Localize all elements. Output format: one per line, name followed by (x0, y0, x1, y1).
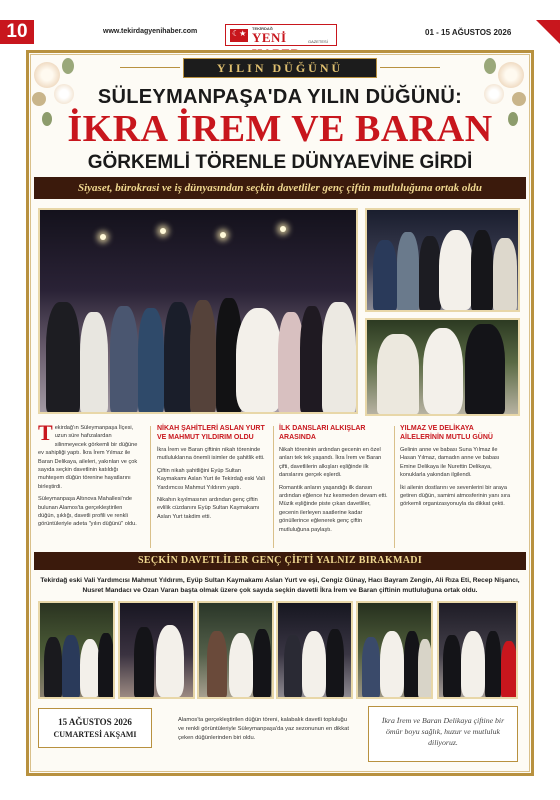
column-divider (394, 426, 395, 548)
masthead-city: TEKİRDAĞ (252, 26, 273, 31)
turkish-flag-icon (230, 29, 248, 42)
event-day: CUMARTESİ AKŞAMI (53, 730, 137, 739)
headline-couple-names: İKRA İREM VE BARAN (67, 108, 493, 150)
guest-photo-1 (38, 601, 115, 699)
guests-section-title: SEÇKİN DAVETLİLER GENÇ ÇİFTİ YALNIZ BIRAKMADI (137, 555, 423, 566)
column-divider (150, 426, 151, 548)
article-column-2: NİKAH ŞAHİTLERİ ASLAN YURT VE MAHMUT YILDIRIM OLDU İkra İrem ve Baran çiftinin nikah töreninde mutluluklarına önemli isimler de şahitlik etti. Çiftin nikah şahitliğini Eyüp Sultan Kaymakamı Aslan Yurt ile Tekirdağ eski Vali Yardımcısı Mahmut Yıldırım yaptı. Nikahın kıyılmasının ardından genç çiftin evlilik cüzdanını Eyüp Sultan Kaymakamı Aslan Yurt takdim etti. (157, 424, 269, 525)
subheadline: Siyaset, bürokrasi ve iş dünyasından seçkin davetliler genç çiftin mutluluğuna ortak oldu (78, 182, 482, 194)
guests-section-bar (34, 552, 526, 570)
page-header (0, 0, 560, 46)
guest-photo-5 (356, 601, 433, 699)
website-url[interactable]: www.tekirdagyenihaber.com (103, 28, 198, 35)
column-heading: YILMAZ VE DELİKAYA AİLELERİNİN MUTLU GÜNÜ (400, 425, 493, 441)
event-date: 15 AĞUSTOS 2026 (58, 717, 132, 727)
article-column-1: Tekirdağ'ın Süleymanpaşa İlçesi, uzun süre hafızalardan silinmeyecek görkemli bir düğüne ev sahipliği yaptı. İkra İrem Yılmaz ile Baran Delikaya, aileleri, yakınları ve çok sayıda seçkin davetlinin katıldığı muhteşem düğün törenine hayatlarını birleştirdi. Süleymanpaşa Altınova Mahallesi'nde bulunan Alamos'ta gerçekleştirilen düğün, şıklığı, davetli profili ve renkli görüntüleriyle adeta "yılın düğünü" oldu. (38, 420, 138, 528)
closing-text: Alamos'ta gerçekleştirilen düğün töreni, kalabalık davetli topluluğu ve renkli görüntüleriyle Süleymanpaşa'da yaz sezonunun en dikkat çeken düğünlerinden biri oldu. (178, 717, 349, 741)
couple-photo-top (365, 208, 520, 312)
event-date-box (38, 708, 152, 748)
drop-cap: T (38, 420, 53, 445)
guest-photo-4 (276, 601, 353, 699)
masthead-subtitle: GAZETESİ (308, 39, 328, 44)
column-heading: NİKAH ŞAHİTLERİ ASLAN YURT VE MAHMUT YILDIRIM OLDU (157, 425, 265, 441)
subheadline-bar (34, 177, 526, 199)
column-heading: İLK DANSLARI ALKIŞLAR ARASINDA (279, 425, 366, 441)
guest-photo-3 (197, 601, 274, 699)
guests-lead-text: Tekirdağ eski Vali Yardımcısı Mahmut Yıldırım, Eyüp Sultan Kaymakamı Aslan Yurt ve eşi, Cengiz Günay, Hacı Bayram Zengin, Ali Rıza Eti, Recep Nişancı, Nusret Mandacı ve Ozan Varan başta olmak üzere çok sayıda seçkin davetli İkra İrem ve Baran çiftinin mutluluğuna ortak oldu. (40, 577, 520, 594)
masthead-title: YENİ (252, 30, 287, 45)
masthead-logo (225, 24, 337, 46)
article-column-3: İLK DANSLARI ALKIŞLAR ARASINDA Nikah töreninin ardından gecenin en özel anları tek tek yaşandı. İkra İrem ve Baran çifti, davetlilerin alkışları eşliğinde ilk danslarını gerçek eşlerdi. Romantik anların yaşandığı ilk dansın ardından eğlence hız kesmeden devam etti. Müzik eşliğinde piste çıkan davetliler, gecenin ilerleyen saatlerine kadar gönüllerince eğlenerek genç çiftin mutluluğuna paylaştı. (279, 425, 388, 533)
main-group-photo (38, 208, 358, 414)
section-ribbon: YILIN DÜĞÜNÜ (183, 58, 377, 78)
corner-decoration (536, 20, 560, 44)
column-divider (273, 426, 274, 548)
article-column-4: YILMAZ VE DELİKAYA AİLELERİNİN MUTLU GÜNÜ Gelinin anne ve babası Suna Yılmaz ile Hasan Yılmaz, damadın anne ve babası Emine Delikaya ile Nurettin Delikaya, konuklarla yakından ilgilendi. İki ailenin dostlarını ve sevenlerini bir araya getiren düğün, samimi atmosferinin yanı sıra görkemli organizasyonuyla da dikkat çekti. (400, 424, 515, 513)
page-number: 10 (0, 20, 34, 44)
couple-with-elder-photo (365, 318, 520, 416)
issue-date: 01 - 15 AĞUSTOS 2026 (425, 28, 512, 37)
guest-photo-6 (437, 601, 518, 699)
headline-line1: SÜLEYMANPAŞA'DA YILIN DÜĞÜNÜ: (97, 86, 463, 108)
wish-box: İkra İrem ve Baran Delikaya çiftine bir ömür boyu sağlık, huzur ve mutluluk diliyoruz. (368, 706, 518, 762)
headline-line3: GÖRKEMLİ TÖRENLE DÜNYAEVİNE GİRDİ (87, 152, 473, 173)
guest-photo-2 (118, 601, 195, 699)
